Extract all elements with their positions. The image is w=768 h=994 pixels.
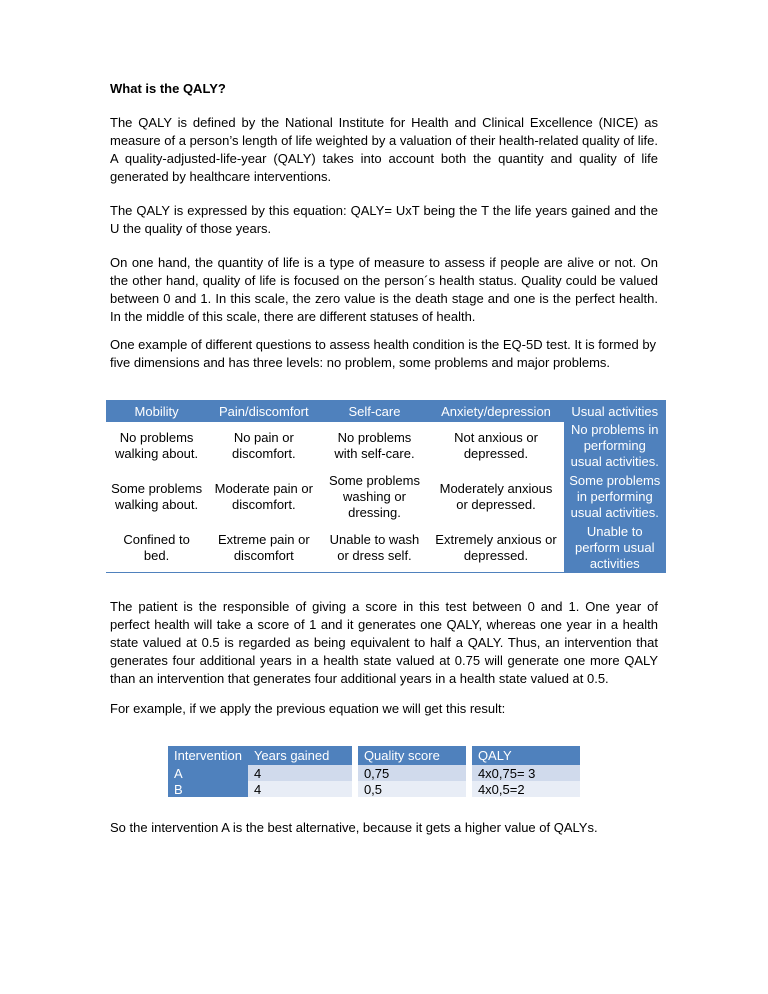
table-row — [168, 781, 580, 797]
table-cell: Confined to bed. — [123, 532, 190, 563]
table-row — [106, 524, 666, 573]
table-cell: No problems walking about. — [115, 430, 199, 461]
paragraph-example-intro: For example, if we apply the previous equation we will get this result: — [110, 701, 506, 716]
table-cell: Moderate pain or discomfort. — [214, 481, 313, 512]
table-cell: Some problems in performing usual activities. — [564, 470, 666, 524]
eq5d-header-row — [106, 400, 666, 422]
eq5d-header-mobility: Mobility — [106, 400, 207, 422]
paragraph-conclusion: So the intervention A is the best alternative, because it gets a higher value of QALYs. — [110, 820, 598, 835]
table-cell: 4 — [248, 781, 352, 797]
paragraph-definition: The QALY is defined by the National Institute for Health and Clinical Excellence (NICE) as measure of a person’s length of life weighted by a valuation of their health-related quality of life. A quality-adjusted-life-year (QALY) takes into account both the quantity and quality of life generated by healthcare interventions. — [110, 115, 658, 184]
paragraph-eq5d-intro: One example of different questions to assess health condition is the EQ-5D test. It is formed by five dimensions and has three levels: no problem, some problems and major problems. — [110, 337, 657, 370]
table-cell: 0,75 — [358, 765, 466, 781]
eq5d-table — [106, 400, 666, 573]
eq5d-header-pain: Pain/discomfort — [207, 400, 320, 422]
table-cell: Some problems walking about. — [111, 481, 203, 512]
document-page — [110, 80, 661, 835]
table-cell: 4x0,5=2 — [472, 781, 580, 797]
qaly-header-years: Years gained — [248, 746, 352, 765]
eq5d-header-usual-activities: Usual activities — [564, 400, 666, 422]
table-cell: 0,5 — [358, 781, 466, 797]
table-cell: A — [168, 765, 248, 781]
table-cell: Unable to wash or dress self. — [329, 532, 420, 563]
table-cell: Unable to perform usual activities — [564, 524, 666, 573]
qaly-header-intervention: Intervention — [168, 746, 248, 765]
table-cell: 4x0,75= 3 — [472, 765, 580, 781]
table-cell: B — [168, 781, 248, 797]
table-row — [106, 470, 666, 524]
table-row — [168, 765, 580, 781]
paragraph-quantity-quality: On one hand, the quantity of life is a type of measure to assess if people are alive or not. On the other hand, quality of life is focused on the person´s health status. Quality could be valued between 0 and 1. In this scale, the zero value is the death stage and one is the perfect health. In the middle of this scale, there are different statuses of health. — [110, 255, 658, 324]
qaly-header-quality: Quality score — [358, 746, 466, 765]
page-title: What is the QALY? — [110, 81, 226, 96]
table-cell: Some problems washing or dressing. — [328, 473, 420, 520]
table-cell: No problems with self-care. — [334, 430, 415, 461]
qaly-header-qaly: QALY — [472, 746, 580, 765]
table-cell: No pain or discomfort. — [232, 430, 296, 461]
table-cell: Not anxious or depressed. — [454, 430, 538, 461]
paragraph-scoring: The patient is the responsible of giving a score in this test between 0 and 1. One year of perfect health will take a score of 1 and it generates one QALY, whereas one year in a health state valued at 0.5 is regarded as being equivalent to half a QALY. Thus, an intervention that generates four additional years in a health state valued at 0.75 will generate one more QALY than an intervention that generates four additional years in a health state valued at 0.5. — [110, 599, 658, 686]
table-row — [106, 422, 666, 470]
table-cell: Extremely anxious or depressed. — [435, 532, 557, 563]
table-cell: Moderately anxious or depressed. — [439, 481, 553, 512]
table-cell: Extreme pain or discomfort — [217, 532, 310, 563]
table-cell: 4 — [248, 765, 352, 781]
qaly-header-row — [168, 746, 580, 765]
eq5d-header-selfcare: Self-care — [320, 400, 428, 422]
paragraph-equation: The QALY is expressed by this equation: QALY= UxT being the T the life years gained and the U the quality of those years. — [110, 203, 658, 236]
qaly-table — [168, 746, 580, 797]
eq5d-header-anxiety: Anxiety/depression — [428, 400, 563, 422]
table-cell: No problems in performing usual activities. — [564, 422, 666, 470]
